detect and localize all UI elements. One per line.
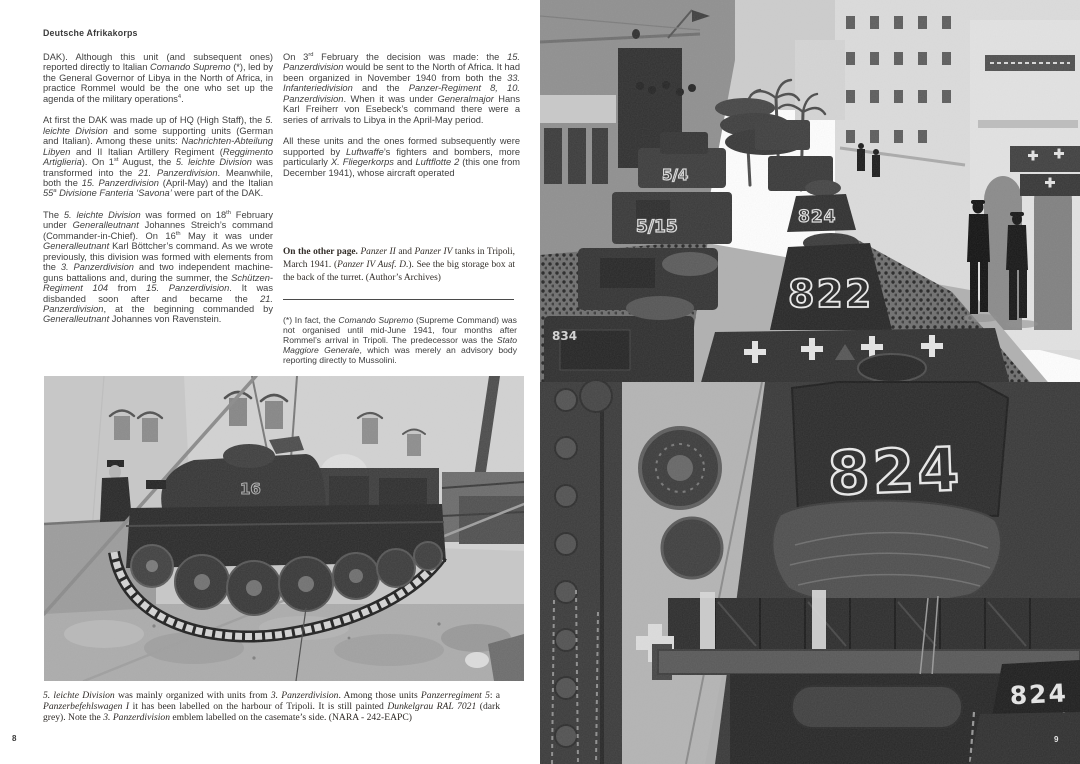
photo-panzer-hoisted [44, 376, 524, 681]
photo-grain [44, 376, 524, 681]
photo-tank-column-art [540, 0, 1080, 764]
other-page-caption: On the other page. Panzer II and Panzer IV tanks in Tripoli, March 1941. (Panzer IV Ausf. D.). See the big storage box at the back of the turret. (Author’s Archives) [283, 247, 515, 283]
page-right [540, 0, 1080, 764]
body-paragraph: The 5. leichte Division was formed on 18th February under Generalleutnant Johannes Streich’s command (Commander-in-Chief). On 16th May it was under Generalleutnant Karl Böttcher’s command. As we wrote previously, this division was formed with elements from the 3. Panzerdivision and two independent machine-guns battalions and, during the summer, the Schützen-Regiment 104 from 15. Panzerdivision. It was disbanded soon after and became the 21. Panzerdivision, at the beginning commanded by Generalleutnant Johannes von Ravenstein. [43, 209, 274, 325]
running-head: Deutsche Afrikakorps [43, 28, 138, 38]
page-number-left: 8 [12, 734, 17, 743]
body-paragraph: DAK). Although this unit (and subsequent ones) reported directly to Italian Comando Supremo (*), led by the General Governor of Libya in the North of Africa, in practice Rommel would be the one who set up the agenda of the military operations$^4$. [43, 52, 273, 104]
page-number-right: 9 [1054, 735, 1059, 744]
footnote: (*) In fact, the Comando Supremo (Supreme Command) was not organised until mid-June 1941, four months after Rommel’s arrival in Tripoli. The predecessor was the Stato Maggiore Generale, which was merely an advisory body reporting directly to Mussolini. [283, 315, 517, 366]
photo-caption: 5. leichte Division was mainly organized with units from 3. Panzerdivision. Among those units Panzerregiment 5: a Panzerbefehlswagen I it has been labelled on the harbour of Tripoli. It is still painted Dunkelgrau RAL 7021 (dark grey). Note the 3. Panzerdivision emblem labelled on the casemate’s side. (NARA - 242-EAPC) [43, 690, 501, 724]
body-paragraph: At first the DAK was made up of HQ (High Staff), the 5. leichte Division and some supporting units (German and Italian). Among these units: Nachrichten-Abteilung Libyen and II Italian Artillery Regiment (Reggimento Artiglieria). On 1st August, the 5. leichte Division was transformed into the 21. Panzerdivision. Meanwhile, both the 15. Panzerdivision (April-May) and the Italian 55$^a$ Divisione Fanteria ‘Savona’ were part of the DAK. [43, 115, 273, 199]
photo-panzer-hoisted-art [44, 376, 524, 681]
text-column-2 [283, 52, 520, 189]
footnote-divider-rule [283, 299, 514, 300]
text-column-1 [43, 52, 273, 336]
body-paragraph: All these units and the ones formed subsequently were supported by Luftwaffe’s fighters and bombers, more particularly X. Fliegerkorps and Luftflotte 2 (this one from December 1941), whose aircraft operated [283, 136, 520, 178]
photo-grain [540, 0, 1080, 764]
photo-tank-column-tripoli [540, 0, 1080, 764]
body-paragraph: On 3rd February the decision was made: the 15. Panzerdivision would be sent to the North of Africa. It had been organized in November 1940 from both the 33. Infanteriedivision and the Panzer-Regiment 8, 10. Panzerdivision. When it was under Generalmajor Hans Karl Freiherr von Esebeck’s command there were a series of arrivals to Libya in the April-May period. [283, 51, 520, 125]
